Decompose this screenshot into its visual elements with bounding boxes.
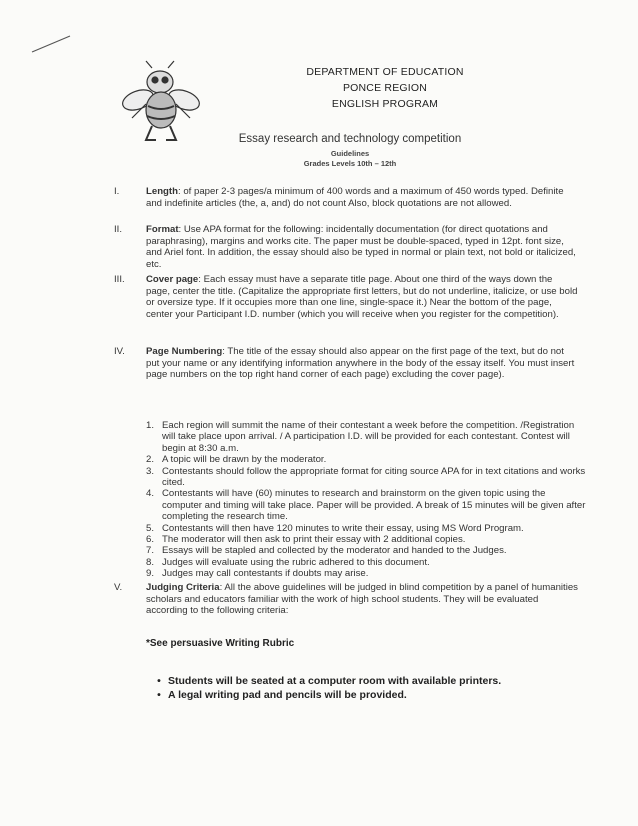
section-numeral: II. bbox=[114, 224, 122, 235]
section-numeral: V. bbox=[114, 582, 123, 593]
section-numeral: I. bbox=[114, 186, 120, 197]
list-item: 7. Essays will be stapled and collected by the moderator and handed to the Judges. bbox=[146, 545, 507, 557]
list-item: 4. Contestants will have (60) minutes to research and brainstorm on the given topic using the computer and timing will take place. Paper will be provided. A break of 15 minutes will be given after completing the research time. bbox=[146, 488, 586, 523]
section-label: Length bbox=[146, 186, 178, 197]
document-title: Essay research and technology competition bbox=[238, 133, 462, 145]
list-item: 3. Contestants should follow the appropriate format for citing source APA for in text citations and works cited. bbox=[146, 465, 586, 489]
section-text: : All the above guidelines will be judged in blind competition by a panel of humanities scholars and educators familiar with the work of high school students. They will be evaluated according to the following criteria: bbox=[146, 582, 578, 617]
list-item: 6. The moderator will then ask to print their essay with 2 additional copies. bbox=[146, 534, 466, 546]
logistics-bullets bbox=[150, 674, 570, 702]
competition-rules-list bbox=[146, 420, 586, 580]
list-item: 8. Judges will evaluate using the rubric adhered to this document. bbox=[146, 556, 430, 568]
section-text: : The title of the essay should also appear on the first page of the text, but do not put your name or any identifying information anywhere in the body of the essay itself. You must insert page numbers on the top right hand corner of each page) excluding the cover page). bbox=[146, 346, 575, 381]
section-numeral: IV. bbox=[114, 346, 125, 357]
section-label: Format bbox=[146, 224, 179, 235]
section-format bbox=[146, 224, 578, 270]
section-label: Judging Criteria bbox=[146, 582, 220, 593]
section-text: : Use APA format for the following: incidentally documentation (for direct quotations and paraphrasing), margins and works cite. The paper must be double-spaced, typed in 12pt. font size, and Ariel font. In addition, the essay should also be typed in normal or plain text, not bold or italicized, etc. bbox=[146, 224, 576, 270]
section-label: Cover page bbox=[146, 274, 199, 285]
program-name: ENGLISH PROGRAM bbox=[331, 98, 439, 110]
section-judging-criteria bbox=[146, 582, 578, 617]
section-page-numbering bbox=[146, 346, 578, 381]
section-numeral: III. bbox=[114, 274, 125, 285]
list-item: • A legal writing pad and pencils will be provided. bbox=[157, 689, 407, 701]
pen-mark-decoration bbox=[28, 22, 88, 62]
section-text: : Each essay must have a separate title page. About one third of the ways down the page, center the title. (Capitalize the appropriate first letters, but do not underline, italicize, or use bold or oversize type. If it occupies more than one line, single-space it.) Near the bottom of the page, center your Participant I.D. number (which you will receive when you register for the competition). bbox=[146, 274, 578, 320]
region-name: PONCE REGION bbox=[342, 82, 428, 94]
grade-levels: Grades Levels 10th – 12th bbox=[303, 159, 397, 168]
guidelines-subtitle: Guidelines bbox=[330, 149, 370, 158]
section-label: Page Numbering bbox=[146, 346, 223, 357]
department-name: DEPARTMENT OF EDUCATION bbox=[306, 66, 464, 78]
list-item: 2. A topic will be drawn by the moderator. bbox=[146, 454, 327, 466]
section-text: : of paper 2-3 pages/a minimum of 400 words and a maximum of 450 words typed. Definite and indefinite articles (the, a, and) do not count Also, block quotations are not allowed. bbox=[146, 186, 564, 209]
list-item: 9. Judges may call contestants if doubts may arise. bbox=[146, 568, 369, 580]
list-item: 5. Contestants will then have 120 minutes to write their essay, using MS Word Program. bbox=[146, 522, 524, 534]
section-length bbox=[146, 186, 578, 209]
list-item: • Students will be seated at a computer room with available printers. bbox=[157, 675, 502, 687]
section-cover-page bbox=[146, 274, 578, 320]
list-item: 1. Each region will summit the name of their contestant a week before the competition. /Registration will take place upon arrival. / A participation I.D. will be provided for each contestant. Contest will begin at 8:30 a.m. bbox=[146, 420, 575, 454]
rubric-note: *See persuasive Writing Rubric bbox=[146, 638, 295, 649]
